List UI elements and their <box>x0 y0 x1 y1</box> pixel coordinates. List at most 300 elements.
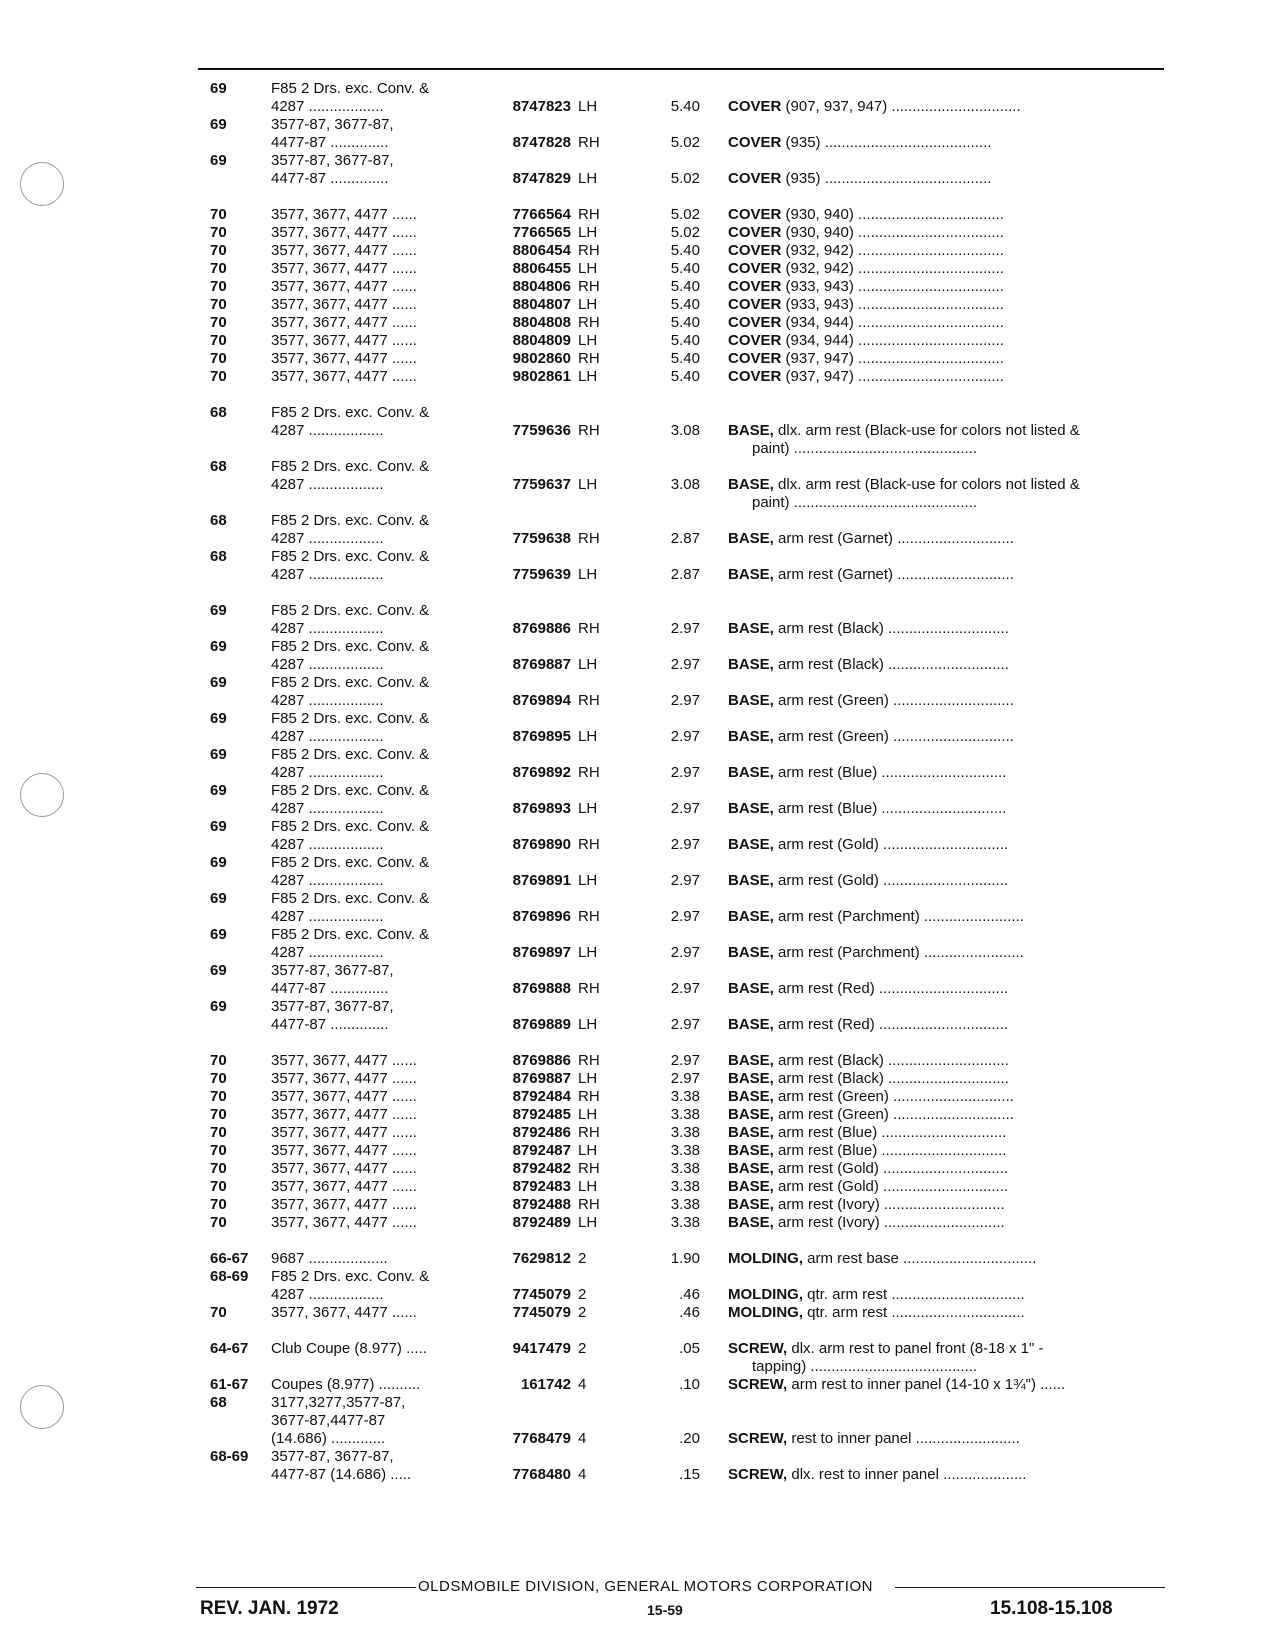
footer-rule-left <box>196 1587 416 1588</box>
row-desc: 4287 .................. <box>271 944 384 961</box>
row-price: 2.97 <box>670 800 700 817</box>
row-price: 1.90 <box>670 1250 700 1267</box>
footer-page-number: 15-59 <box>647 1602 683 1618</box>
row-item-detail: (935) ........................................ <box>785 134 992 151</box>
row-item-name: BASE, <box>728 980 774 997</box>
row-desc: 3577, 3677, 4477 ...... <box>271 314 417 331</box>
row-price: 2.97 <box>670 656 700 673</box>
row-side: LH <box>578 656 598 673</box>
row-year: 69 <box>210 602 227 619</box>
row-item <box>728 242 1004 260</box>
row-item <box>728 476 1080 494</box>
row-item-detail: arm rest (Garnet) ............................ <box>778 530 1014 547</box>
row-item-detail: arm rest to inner panel (14-10 x 1¾") ...... <box>791 1376 1066 1393</box>
row-item <box>728 980 1008 998</box>
row-item-detail: (934, 944) ................................... <box>785 314 1004 331</box>
row-price: 2.97 <box>670 728 700 745</box>
row-item-detail: arm rest (Ivory) ............................. <box>778 1214 1005 1231</box>
row-item-detail: arm rest (Green) ............................. <box>778 1106 1014 1123</box>
row-year: 68-69 <box>210 1268 249 1285</box>
row-item-name: BASE, <box>728 944 774 961</box>
row-item-name: BASE, <box>728 728 774 745</box>
row-part: 8804807 <box>512 296 571 313</box>
row-item <box>728 422 1080 440</box>
row-item-detail: arm rest (Red) ............................... <box>778 980 1009 997</box>
row-side: LH <box>578 224 598 241</box>
row-item-name: BASE, <box>728 422 774 439</box>
row-price: 2.97 <box>670 944 700 961</box>
row-price: 5.40 <box>670 98 700 115</box>
footer-rule-right <box>895 1587 1165 1588</box>
row-item-detail: (935) ........................................ <box>785 170 992 187</box>
row-desc: 3577, 3677, 4477 ...... <box>271 368 417 385</box>
row-price: 3.38 <box>670 1088 700 1105</box>
row-part: 8792485 <box>512 1106 571 1123</box>
row-item-detail: arm rest (Blue) .............................. <box>778 1124 1007 1141</box>
row-item-name: BASE, <box>728 692 774 709</box>
row-price: 5.40 <box>670 350 700 367</box>
row-item-name: COVER <box>728 368 782 385</box>
row-price: .20 <box>679 1430 700 1447</box>
row-item-detail: arm rest (Parchment) ........................ <box>778 944 1024 961</box>
row-part: 9802860 <box>512 350 571 367</box>
row-price: 3.38 <box>670 1214 700 1231</box>
row-part: 8769893 <box>512 800 571 817</box>
row-item-detail: arm rest (Green) ............................. <box>778 692 1014 709</box>
row-part: 7629812 <box>512 1250 571 1267</box>
row-item <box>728 620 1009 638</box>
row-price: 5.40 <box>670 242 700 259</box>
row-year: 70 <box>210 314 227 331</box>
row-price: 2.97 <box>670 1070 700 1087</box>
row-year: 70 <box>210 332 227 349</box>
row-item <box>728 836 1008 854</box>
row-desc: 3577-87, 3677-87, <box>271 998 394 1015</box>
row-part: 8769890 <box>512 836 571 853</box>
row-item <box>728 872 1008 890</box>
row-item <box>728 1016 1008 1034</box>
row-desc: 4477-87 .............. <box>271 980 389 997</box>
row-side: LH <box>578 728 598 745</box>
row-year: 70 <box>210 260 227 277</box>
row-price: .46 <box>679 1286 700 1303</box>
row-item <box>728 1088 1014 1106</box>
row-part: 8792487 <box>512 1142 571 1159</box>
row-price: 2.97 <box>670 836 700 853</box>
row-part: 7768479 <box>512 1430 571 1447</box>
row-side: RH <box>578 764 600 781</box>
row-item-name: COVER <box>728 332 782 349</box>
row-item-name: BASE, <box>728 1214 774 1231</box>
row-item-name: BASE, <box>728 566 774 583</box>
row-desc: 4477-87 (14.686) ..... <box>271 1466 412 1483</box>
row-desc: F85 2 Drs. exc. Conv. & <box>271 548 430 565</box>
row-side: LH <box>578 566 598 583</box>
row-price: 5.02 <box>670 206 700 223</box>
row-item-detail: (937, 947) ................................... <box>785 368 1004 385</box>
row-item <box>728 350 1004 368</box>
row-item <box>728 1430 1020 1448</box>
row-item-detail: paint) ............................................ <box>752 494 978 511</box>
row-side: RH <box>578 908 600 925</box>
row-part: 9417479 <box>512 1340 571 1357</box>
row-item <box>728 1466 1026 1484</box>
row-item-detail: arm rest (Gold) .............................. <box>778 1178 1009 1195</box>
row-year: 69 <box>210 152 227 169</box>
row-part: 7768480 <box>512 1466 571 1483</box>
row-item-detail: arm rest (Black) ............................. <box>778 1052 1009 1069</box>
row-item <box>728 764 1006 782</box>
row-year: 69 <box>210 998 227 1015</box>
row-year: 69 <box>210 854 227 871</box>
row-item <box>728 134 991 152</box>
row-desc: 4287 .................. <box>271 764 384 781</box>
row-part: 8806455 <box>512 260 571 277</box>
row-side: LH <box>578 1178 598 1195</box>
row-item-detail: (932, 942) ................................... <box>785 260 1004 277</box>
row-price: 3.38 <box>670 1106 700 1123</box>
row-part: 8792482 <box>512 1160 571 1177</box>
row-item-detail: arm rest (Gold) .............................. <box>778 836 1009 853</box>
row-year: 70 <box>210 1304 227 1321</box>
row-year: 70 <box>210 1070 227 1087</box>
row-price: 2.87 <box>670 566 700 583</box>
row-item <box>728 566 1014 584</box>
row-side: RH <box>578 206 600 223</box>
row-year: 68 <box>210 458 227 475</box>
row-part: 7759636 <box>512 422 571 439</box>
row-item-detail: (933, 943) ................................... <box>785 278 1004 295</box>
row-price: 2.97 <box>670 692 700 709</box>
row-desc: 3577-87, 3677-87, <box>271 116 394 133</box>
footer-division: OLDSMOBILE DIVISION, GENERAL MOTORS CORPORATION <box>418 1578 873 1595</box>
row-side: RH <box>578 1196 600 1213</box>
row-item-name: BASE, <box>728 1052 774 1069</box>
row-desc: 4287 .................. <box>271 476 384 493</box>
row-price: 2.97 <box>670 1016 700 1033</box>
row-year: 70 <box>210 1178 227 1195</box>
row-part: 8769892 <box>512 764 571 781</box>
row-item-name: MOLDING, <box>728 1304 803 1321</box>
row-price: 3.08 <box>670 422 700 439</box>
row-year: 69 <box>210 782 227 799</box>
row-item-name: COVER <box>728 314 782 331</box>
row-price: 2.97 <box>670 908 700 925</box>
row-desc: 3577-87, 3677-87, <box>271 1448 394 1465</box>
row-desc: 3577-87, 3677-87, <box>271 962 394 979</box>
row-year: 69 <box>210 818 227 835</box>
row-side: RH <box>578 1160 600 1177</box>
row-item <box>728 278 1004 296</box>
row-item-detail: arm rest (Blue) .............................. <box>778 1142 1007 1159</box>
row-price: 2.87 <box>670 530 700 547</box>
row-desc: F85 2 Drs. exc. Conv. & <box>271 602 430 619</box>
row-year: 69 <box>210 710 227 727</box>
row-part: 8804808 <box>512 314 571 331</box>
row-part: 8769891 <box>512 872 571 889</box>
row-desc: 3677-87,4477-87 <box>271 1412 386 1429</box>
row-desc: 3577, 3677, 4477 ...... <box>271 350 417 367</box>
row-price: 2.97 <box>670 1052 700 1069</box>
row-year: 70 <box>210 296 227 313</box>
row-desc: F85 2 Drs. exc. Conv. & <box>271 80 430 97</box>
row-item <box>728 314 1004 332</box>
row-desc: 4287 .................. <box>271 422 384 439</box>
row-side: RH <box>578 242 600 259</box>
row-side: LH <box>578 944 598 961</box>
row-item-detail: arm rest (Blue) .............................. <box>778 764 1007 781</box>
row-side: 4 <box>578 1466 587 1483</box>
row-desc: 4287 .................. <box>271 800 384 817</box>
row-part: 7766565 <box>512 224 571 241</box>
row-side: LH <box>578 170 598 187</box>
footer-section-code: 15.108-15.108 <box>990 1598 1113 1619</box>
row-side: RH <box>578 422 600 439</box>
row-desc: 3577, 3677, 4477 ...... <box>271 1106 417 1123</box>
row-part: 8769889 <box>512 1016 571 1033</box>
row-desc: 3577, 3677, 4477 ...... <box>271 296 417 313</box>
row-desc: F85 2 Drs. exc. Conv. & <box>271 512 430 529</box>
row-desc: F85 2 Drs. exc. Conv. & <box>271 890 430 907</box>
row-side: LH <box>578 476 598 493</box>
row-side: RH <box>578 692 600 709</box>
row-side: RH <box>578 530 600 547</box>
row-price: 5.40 <box>670 278 700 295</box>
row-part: 8769886 <box>512 1052 571 1069</box>
row-item <box>728 1250 1036 1268</box>
row-item-detail: dlx. arm rest to panel front (8-18 x 1" - <box>791 1340 1044 1357</box>
row-item <box>728 1052 1009 1070</box>
row-price: 2.97 <box>670 764 700 781</box>
row-item-detail: arm rest (Blue) .............................. <box>778 800 1007 817</box>
row-item <box>728 224 1004 242</box>
row-year: 70 <box>210 350 227 367</box>
row-item-name: BASE, <box>728 908 774 925</box>
row-desc: F85 2 Drs. exc. Conv. & <box>271 638 430 655</box>
row-item-name: COVER <box>728 278 782 295</box>
row-desc: 4287 .................. <box>271 872 384 889</box>
row-item-name: SCREW, <box>728 1466 788 1483</box>
row-year: 70 <box>210 1160 227 1177</box>
row-item-detail: (930, 940) ................................... <box>785 206 1004 223</box>
row-desc: Coupes (8.977) .......... <box>271 1376 421 1393</box>
row-year: 70 <box>210 1124 227 1141</box>
row-item-name: BASE, <box>728 1106 774 1123</box>
row-item-detail: (932, 942) ................................... <box>785 242 1004 259</box>
row-side: LH <box>578 872 598 889</box>
row-year: 68 <box>210 548 227 565</box>
row-part: 7745079 <box>512 1304 571 1321</box>
row-side: RH <box>578 836 600 853</box>
row-item-detail: tapping) ........................................ <box>752 1358 978 1375</box>
row-desc: 3577, 3677, 4477 ...... <box>271 242 417 259</box>
row-item-detail: (933, 943) ................................... <box>785 296 1004 313</box>
row-price: 3.38 <box>670 1196 700 1213</box>
row-desc: F85 2 Drs. exc. Conv. & <box>271 854 430 871</box>
row-part: 8804806 <box>512 278 571 295</box>
row-side: LH <box>578 368 598 385</box>
row-desc: F85 2 Drs. exc. Conv. & <box>271 1268 430 1285</box>
row-desc: 4477-87 .............. <box>271 134 389 151</box>
row-year: 70 <box>210 1106 227 1123</box>
row-year: 69 <box>210 674 227 691</box>
row-item <box>728 368 1004 386</box>
row-part: 8792489 <box>512 1214 571 1231</box>
row-item <box>728 1106 1014 1124</box>
row-item <box>752 494 977 512</box>
row-year: 68 <box>210 404 227 421</box>
row-side: 2 <box>578 1340 587 1357</box>
row-item-name: COVER <box>728 206 782 223</box>
row-desc: 4287 .................. <box>271 908 384 925</box>
row-item-detail: dlx. arm rest (Black-use for colors not listed & <box>778 422 1080 439</box>
row-price: 5.40 <box>670 368 700 385</box>
row-item-name: BASE, <box>728 836 774 853</box>
row-desc: 4287 .................. <box>271 656 384 673</box>
row-desc: 4287 .................. <box>271 530 384 547</box>
row-year: 66-67 <box>210 1250 249 1267</box>
row-item-name: BASE, <box>728 1160 774 1177</box>
row-desc: 3577, 3677, 4477 ...... <box>271 1070 417 1087</box>
row-part: 7745079 <box>512 1286 571 1303</box>
row-item-detail: (930, 940) ................................... <box>785 224 1004 241</box>
row-item-name: BASE, <box>728 1070 774 1087</box>
top-rule <box>198 68 1164 70</box>
row-side: RH <box>578 278 600 295</box>
row-year: 70 <box>210 206 227 223</box>
row-year: 70 <box>210 1196 227 1213</box>
row-item-detail: arm rest (Gold) .............................. <box>778 872 1009 889</box>
row-item-name: COVER <box>728 296 782 313</box>
row-year: 69 <box>210 638 227 655</box>
row-year: 69 <box>210 962 227 979</box>
row-side: RH <box>578 620 600 637</box>
row-item <box>728 1196 1005 1214</box>
row-year: 69 <box>210 746 227 763</box>
row-item-name: BASE, <box>728 1088 774 1105</box>
row-year: 70 <box>210 368 227 385</box>
row-year: 70 <box>210 1214 227 1231</box>
row-item-name: SCREW, <box>728 1376 788 1393</box>
row-item-name: BASE, <box>728 656 774 673</box>
row-item-detail: dlx. arm rest (Black-use for colors not listed & <box>778 476 1080 493</box>
row-part: 8792483 <box>512 1178 571 1195</box>
row-desc: (14.686) ............. <box>271 1430 386 1447</box>
row-item-detail: arm rest (Black) ............................. <box>778 620 1009 637</box>
row-item <box>728 1124 1006 1142</box>
row-item-name: MOLDING, <box>728 1250 803 1267</box>
row-desc: 4287 .................. <box>271 692 384 709</box>
row-item <box>728 332 1004 350</box>
row-part: 8792484 <box>512 1088 571 1105</box>
binder-hole-middle <box>20 773 64 817</box>
row-desc: 4287 .................. <box>271 1286 384 1303</box>
row-item <box>728 1178 1008 1196</box>
row-part: 8769887 <box>512 656 571 673</box>
row-desc: 4287 .................. <box>271 836 384 853</box>
row-desc: 3577, 3677, 4477 ...... <box>271 332 417 349</box>
row-side: LH <box>578 1142 598 1159</box>
row-part: 161742 <box>520 1376 571 1393</box>
row-part: 7759639 <box>512 566 571 583</box>
row-desc: 3577-87, 3677-87, <box>271 152 394 169</box>
row-item-name: BASE, <box>728 872 774 889</box>
row-side: 4 <box>578 1430 587 1447</box>
row-part: 8769886 <box>512 620 571 637</box>
row-item <box>728 1304 1025 1322</box>
row-year: 70 <box>210 1052 227 1069</box>
row-price: 5.40 <box>670 314 700 331</box>
row-desc: F85 2 Drs. exc. Conv. & <box>271 674 430 691</box>
row-year: 68 <box>210 512 227 529</box>
row-desc: 3577, 3677, 4477 ...... <box>271 1304 417 1321</box>
row-year: 69 <box>210 926 227 943</box>
row-desc: 3577, 3677, 4477 ...... <box>271 206 417 223</box>
row-item-detail: arm rest (Green) ............................. <box>778 728 1014 745</box>
row-part: 8747828 <box>512 134 571 151</box>
row-desc: F85 2 Drs. exc. Conv. & <box>271 818 430 835</box>
row-desc: F85 2 Drs. exc. Conv. & <box>271 710 430 727</box>
row-item <box>728 1214 1005 1232</box>
row-item-name: BASE, <box>728 764 774 781</box>
row-item-detail: arm rest (Green) ............................. <box>778 1088 1014 1105</box>
row-price: 3.38 <box>670 1178 700 1195</box>
row-side: RH <box>578 980 600 997</box>
row-side: LH <box>578 1214 598 1231</box>
row-item <box>728 296 1004 314</box>
row-side: LH <box>578 260 598 277</box>
row-year: 69 <box>210 80 227 97</box>
row-side: LH <box>578 1106 598 1123</box>
row-item-detail: (907, 937, 947) ............................... <box>785 98 1021 115</box>
row-price: .46 <box>679 1304 700 1321</box>
row-item <box>728 692 1014 710</box>
row-year: 70 <box>210 224 227 241</box>
row-item-name: COVER <box>728 242 782 259</box>
row-side: RH <box>578 314 600 331</box>
row-item-name: BASE, <box>728 1016 774 1033</box>
row-side: LH <box>578 1016 598 1033</box>
row-item <box>728 1160 1008 1178</box>
row-price: 5.40 <box>670 332 700 349</box>
row-item-detail: arm rest (Red) ............................... <box>778 1016 1009 1033</box>
row-desc: F85 2 Drs. exc. Conv. & <box>271 746 430 763</box>
row-side: LH <box>578 332 598 349</box>
row-item-name: BASE, <box>728 476 774 493</box>
row-item <box>728 800 1006 818</box>
row-item <box>728 1142 1006 1160</box>
row-part: 8792486 <box>512 1124 571 1141</box>
row-item <box>728 170 991 188</box>
row-part: 9802861 <box>512 368 571 385</box>
row-desc: 9687 ................... <box>271 1250 388 1267</box>
row-desc: 3577, 3677, 4477 ...... <box>271 1088 417 1105</box>
row-price: 5.02 <box>670 134 700 151</box>
row-item-detail: rest to inner panel ......................... <box>791 1430 1020 1447</box>
row-item-name: BASE, <box>728 1178 774 1195</box>
row-side: RH <box>578 134 600 151</box>
row-year: 68-69 <box>210 1448 249 1465</box>
row-price: 5.40 <box>670 260 700 277</box>
row-part: 8769894 <box>512 692 571 709</box>
row-part: 7759637 <box>512 476 571 493</box>
row-part: 7766564 <box>512 206 571 223</box>
row-item-name: BASE, <box>728 1196 774 1213</box>
row-item-name: COVER <box>728 170 782 187</box>
row-side: LH <box>578 800 598 817</box>
row-desc: 3577, 3677, 4477 ...... <box>271 278 417 295</box>
row-side: 2 <box>578 1286 587 1303</box>
